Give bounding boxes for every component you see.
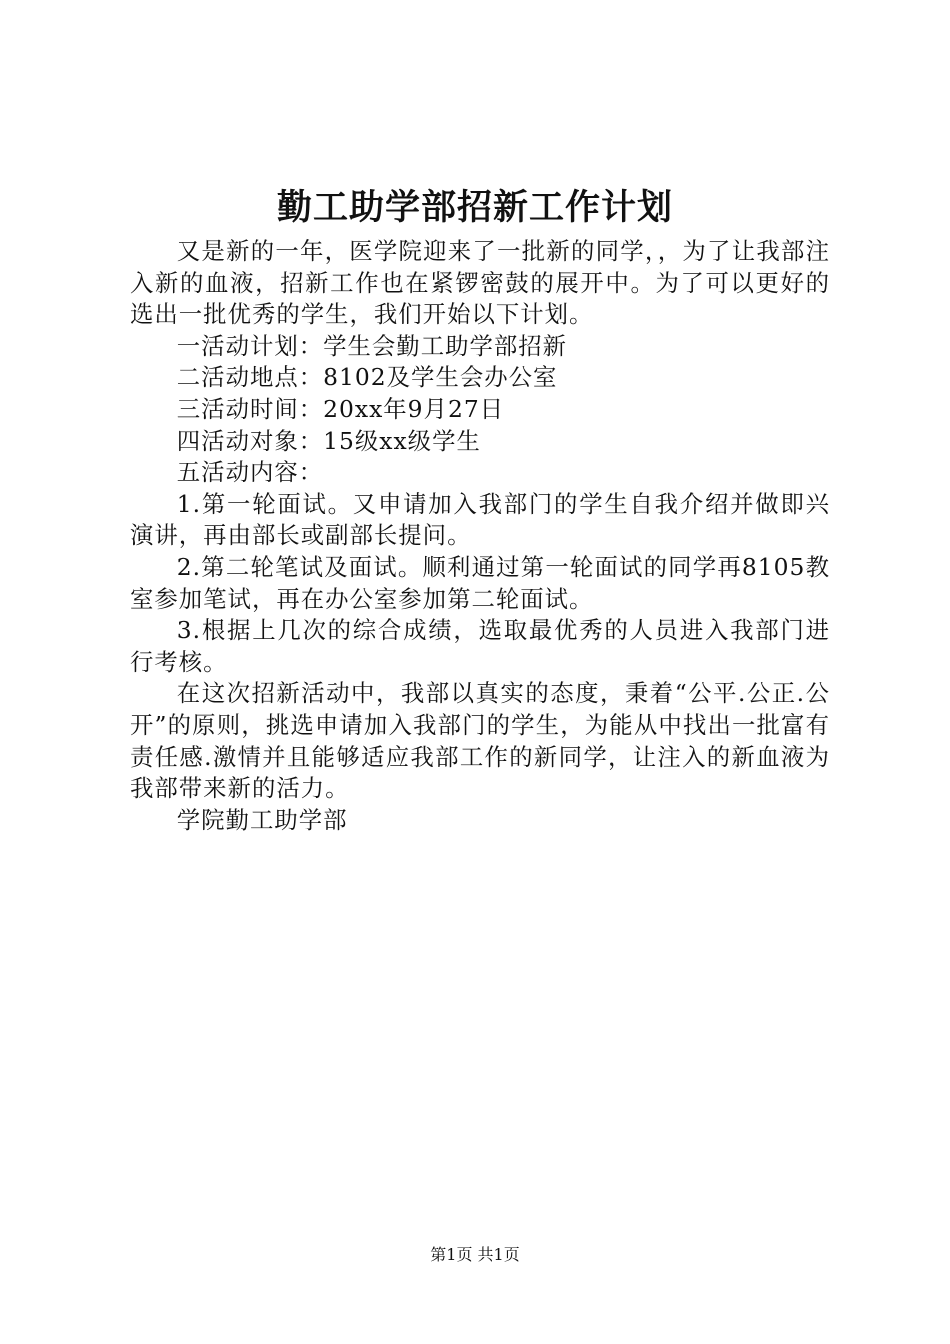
activity-location-line: 二活动地点：8102及学生会办公室 <box>176 363 558 392</box>
activity-content-heading: 五活动内容： <box>176 458 324 487</box>
activity-target-line: 四活动对象：15级xx级学生 <box>176 426 481 455</box>
signature-line: 学院勤工助学部 <box>176 805 348 834</box>
closing-paragraph: 在这次招新活动中，我部以真实的态度，秉着“公平.公正.公开”的原则，挑选申请加入我部门的学生，为能从中找出一批富有责任感.激情并且能够适应我部工作的新同学，让注入的新血液为我部带来新的活力。 <box>130 679 830 803</box>
page-footer: 第1页 共1页 <box>430 1245 520 1264</box>
content-item-1: 1.第一轮面试。又申请加入我部门的学生自我介绍并做即兴演讲，再由部长或副部长提问。 <box>130 489 830 550</box>
document-body <box>130 236 830 836</box>
intro-paragraph: 又是新的一年，医学院迎来了一批新的同学，，为了让我部注入新的血液，招新工作也在紧锣密鼓的展开中。为了可以更好的选出一批优秀的学生，我们开始以下计划。 <box>130 237 830 329</box>
content-item-2: 2.第二轮笔试及面试。顺利通过第一轮面试的同学再8105教室参加笔试，再在办公室参加第二轮面试。 <box>130 552 830 613</box>
document-title: 勤工助学部招新工作计划 <box>276 187 673 228</box>
activity-plan-line: 一活动计划：学生会勤工助学部招新 <box>176 331 568 360</box>
content-item-3: 3.根据上几次的综合成绩，选取最优秀的人员进入我部门进行考核。 <box>130 616 830 676</box>
activity-time-line: 三活动时间：20xx年9月27日 <box>176 394 505 423</box>
